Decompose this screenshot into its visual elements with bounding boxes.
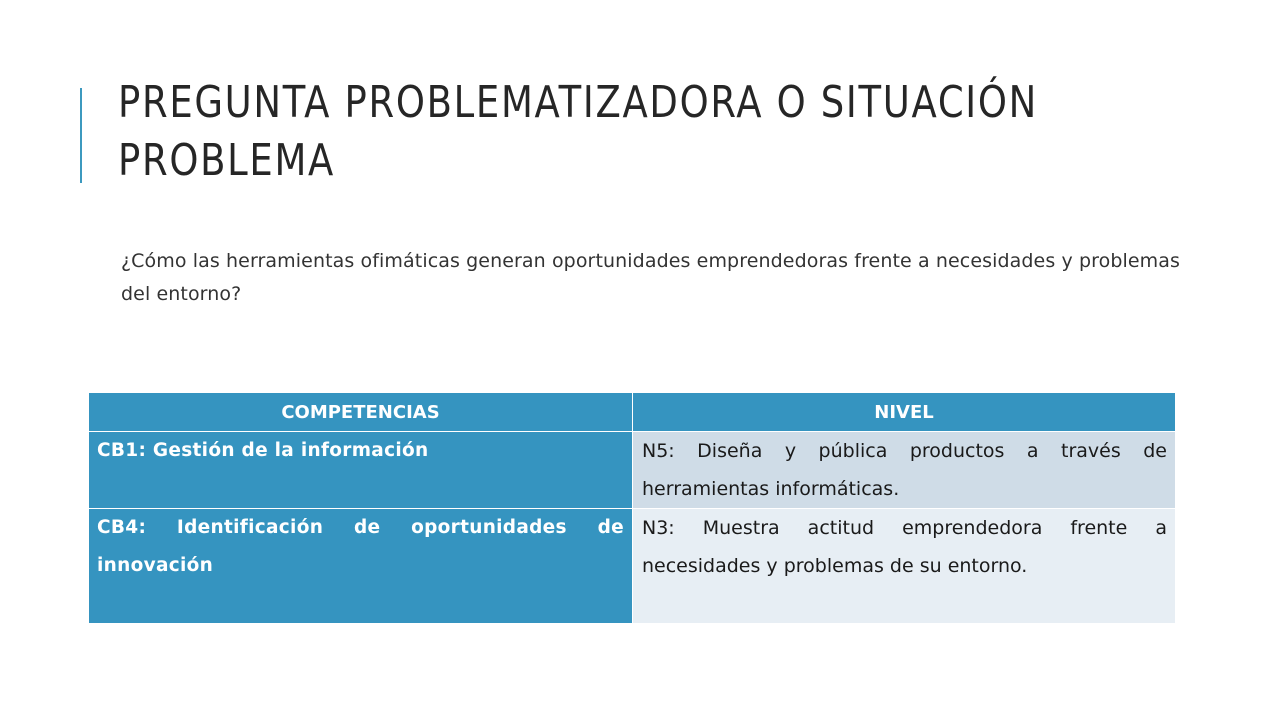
header-nivel: NIVEL: [633, 393, 1176, 432]
header-competencias: COMPETENCIAS: [89, 393, 633, 432]
table-row: [89, 509, 1176, 624]
competencia-cell: CB1: Gestión de la información: [89, 432, 633, 509]
table-header-row: [89, 393, 1176, 432]
competencia-cell: CB4: Identificación de oportunidades de innovación: [89, 509, 633, 624]
slide-title: PREGUNTA PROBLEMATIZADORA O SITUACIÓN PROBLEMA: [118, 77, 1038, 186]
competencias-table: [88, 392, 1176, 624]
nivel-cell: N5: Diseña y pública productos a través de herramientas informáticas.: [633, 432, 1176, 509]
title-accent-bar: [80, 88, 82, 183]
table-row: [89, 432, 1176, 509]
nivel-cell: N3: Muestra actitud emprendedora frente a necesidades y problemas de su entorno.: [633, 509, 1176, 624]
problem-question: ¿Cómo las herramientas ofimáticas generan oportunidades emprendedoras frente a necesidades y problemas del entorno?: [121, 250, 1181, 305]
